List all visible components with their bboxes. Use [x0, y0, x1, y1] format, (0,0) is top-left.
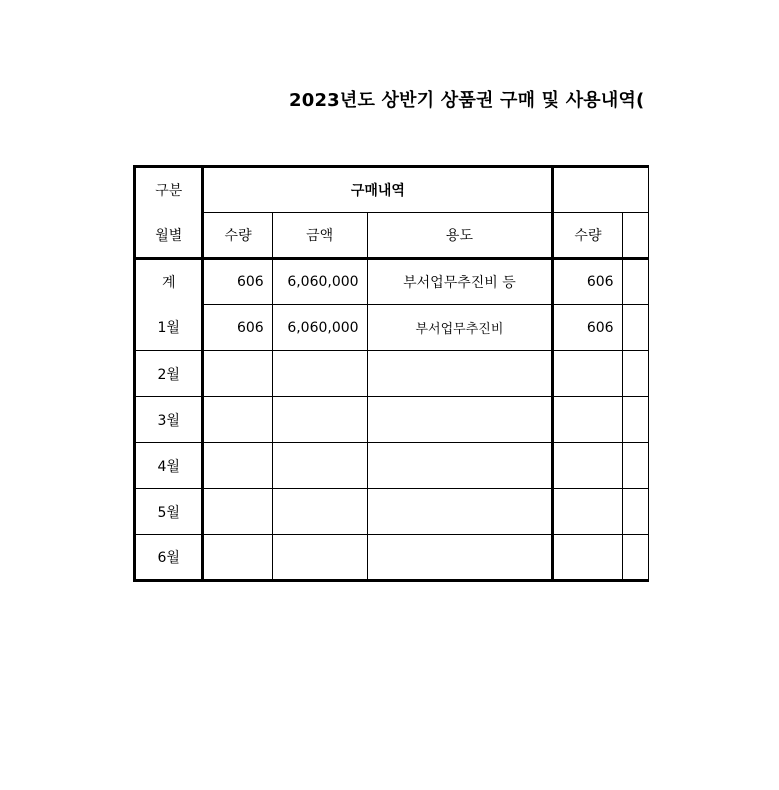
- row-cut-cell[interactable]: [622, 305, 648, 351]
- row-purpose[interactable]: 부서업무추진비: [367, 305, 553, 351]
- row-month: 2월: [135, 351, 203, 397]
- purchase-usage-table: [133, 165, 649, 582]
- row-amount[interactable]: [272, 397, 367, 443]
- row-amount[interactable]: [272, 535, 367, 581]
- row-cut-cell[interactable]: [622, 489, 648, 535]
- document-title: 2023년도 상반기 상품권 구매 및 사용내역(: [289, 90, 645, 111]
- header-category: 구분: [135, 167, 203, 213]
- table-row-jun: [135, 535, 649, 581]
- row-cut-cell[interactable]: [622, 397, 648, 443]
- row-qty[interactable]: [203, 489, 272, 535]
- header-usage-qty: 수량: [553, 213, 622, 259]
- table-row-feb: [135, 351, 649, 397]
- row-purpose[interactable]: [367, 535, 553, 581]
- header-amount: 금액: [272, 213, 367, 259]
- row-usage-qty[interactable]: [553, 397, 622, 443]
- header-purchase-group: 구매내역: [203, 167, 553, 213]
- row-amount[interactable]: [272, 443, 367, 489]
- row-purpose[interactable]: [367, 351, 553, 397]
- table-row-apr: [135, 443, 649, 489]
- row-month: 6월: [135, 535, 203, 581]
- row-amount[interactable]: 6,060,000: [272, 259, 367, 305]
- row-usage-qty[interactable]: [553, 351, 622, 397]
- row-purpose[interactable]: [367, 489, 553, 535]
- table-row-may: [135, 489, 649, 535]
- row-usage-qty[interactable]: [553, 535, 622, 581]
- header-row-2: [135, 213, 649, 259]
- header-cut-cell: [622, 213, 648, 259]
- row-cut-cell[interactable]: [622, 259, 648, 305]
- row-qty[interactable]: [203, 535, 272, 581]
- header-row-1: [135, 167, 649, 213]
- row-usage-qty[interactable]: [553, 443, 622, 489]
- row-month: 4월: [135, 443, 203, 489]
- row-qty[interactable]: [203, 443, 272, 489]
- row-purpose[interactable]: [367, 397, 553, 443]
- row-qty[interactable]: 606: [203, 259, 272, 305]
- row-month: 1월: [135, 305, 203, 351]
- header-month: 월별: [135, 213, 203, 259]
- row-amount[interactable]: [272, 489, 367, 535]
- row-cut-cell[interactable]: [622, 351, 648, 397]
- row-qty[interactable]: [203, 351, 272, 397]
- row-month: 계: [135, 259, 203, 305]
- row-qty[interactable]: [203, 397, 272, 443]
- row-amount[interactable]: [272, 351, 367, 397]
- row-usage-qty[interactable]: [553, 489, 622, 535]
- row-usage-qty[interactable]: 606: [553, 259, 622, 305]
- row-purpose[interactable]: [367, 443, 553, 489]
- row-cut-cell[interactable]: [622, 443, 648, 489]
- table-row-mar: [135, 397, 649, 443]
- table-row-jan: [135, 305, 649, 351]
- row-purpose[interactable]: 부서업무추진비 등: [367, 259, 553, 305]
- row-qty[interactable]: 606: [203, 305, 272, 351]
- table-row-total: [135, 259, 649, 305]
- header-qty: 수량: [203, 213, 272, 259]
- header-usage-group: [553, 167, 649, 213]
- row-month: 5월: [135, 489, 203, 535]
- row-usage-qty[interactable]: 606: [553, 305, 622, 351]
- header-purpose: 용도: [367, 213, 553, 259]
- row-month: 3월: [135, 397, 203, 443]
- row-amount[interactable]: 6,060,000: [272, 305, 367, 351]
- row-cut-cell[interactable]: [622, 535, 648, 581]
